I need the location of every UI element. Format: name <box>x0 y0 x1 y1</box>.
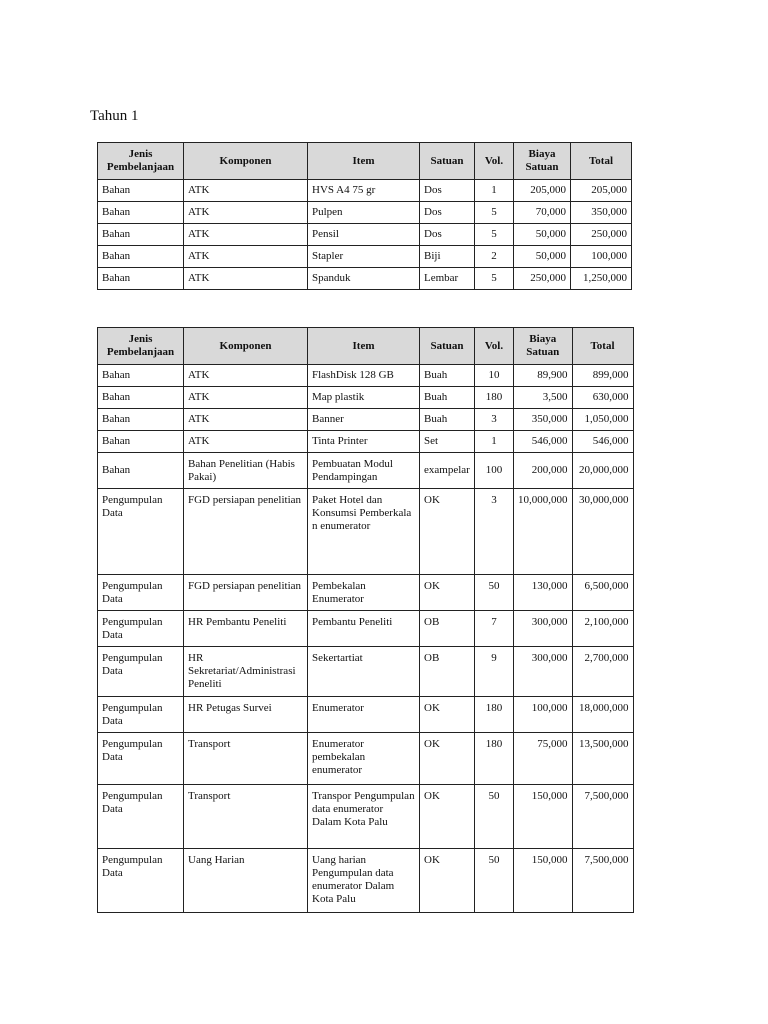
header-item: Item <box>308 328 420 365</box>
header-vol: Vol. <box>475 328 514 365</box>
cell-komponen: Transport <box>184 785 308 849</box>
cell-total: 7,500,000 <box>572 785 633 849</box>
cell-total: 30,000,000 <box>572 489 633 575</box>
cell-biaya-satuan: 250,000 <box>514 268 571 290</box>
table-row <box>98 733 634 785</box>
cell-biaya-satuan: 150,000 <box>514 849 573 913</box>
cell-item: Tinta Printer <box>308 431 420 453</box>
cell-biaya-satuan: 50,000 <box>514 224 571 246</box>
cell-komponen: ATK <box>184 180 308 202</box>
cell-total: 1,050,000 <box>572 409 633 431</box>
cell-komponen: HR Petugas Survei <box>184 697 308 733</box>
header-vol: Vol. <box>475 143 514 180</box>
table-row <box>98 202 632 224</box>
cell-komponen: ATK <box>184 202 308 224</box>
cell-item: HVS A4 75 gr <box>308 180 420 202</box>
table-header-row <box>98 328 634 365</box>
cell-jenis: Bahan <box>98 224 184 246</box>
cell-komponen: Bahan Penelitian (Habis Pakai) <box>184 453 308 489</box>
cell-item: Paket Hotel dan Konsumsi Pemberkala n enumerator <box>308 489 420 575</box>
cell-vol: 1 <box>475 180 514 202</box>
cell-komponen: HR Sekretariat/Administrasi Peneliti <box>184 647 308 697</box>
cell-biaya-satuan: 150,000 <box>514 785 573 849</box>
cell-komponen: HR Pembantu Peneliti <box>184 611 308 647</box>
cell-item: Map plastik <box>308 387 420 409</box>
cell-vol: 5 <box>475 268 514 290</box>
cell-item: Pembuatan Modul Pendampingan <box>308 453 420 489</box>
cell-item: Stapler <box>308 246 420 268</box>
header-satuan: Satuan <box>420 143 475 180</box>
header-satuan: Satuan <box>420 328 475 365</box>
page-title: Tahun 1 <box>90 108 139 124</box>
cell-item: Pulpen <box>308 202 420 224</box>
cell-komponen: FGD persiapan penelitian <box>184 489 308 575</box>
table-row <box>98 575 634 611</box>
cell-jenis: Bahan <box>98 180 184 202</box>
cell-jenis: Pengumpulan Data <box>98 575 184 611</box>
header-jenis: Jenis Pembelanjaan <box>98 328 184 365</box>
table-row <box>98 224 632 246</box>
table-row <box>98 246 632 268</box>
cell-jenis: Pengumpulan Data <box>98 647 184 697</box>
cell-jenis: Bahan <box>98 365 184 387</box>
cell-total: 2,100,000 <box>572 611 633 647</box>
header-jenis: Jenis Pembelanjaan <box>98 143 184 180</box>
cell-jenis: Pengumpulan Data <box>98 611 184 647</box>
cell-vol: 9 <box>475 647 514 697</box>
cell-item: Pensil <box>308 224 420 246</box>
cell-biaya-satuan: 205,000 <box>514 180 571 202</box>
table-row <box>98 849 634 913</box>
cell-komponen: ATK <box>184 268 308 290</box>
cell-total: 250,000 <box>571 224 632 246</box>
cell-biaya-satuan: 546,000 <box>514 431 573 453</box>
cell-item: Transpor Pengumpulan data enumerator Dalam Kota Palu <box>308 785 420 849</box>
cell-total: 18,000,000 <box>572 697 633 733</box>
cell-jenis: Bahan <box>98 453 184 489</box>
cell-satuan: OK <box>420 575 475 611</box>
cell-item: Enumerator pembekalan enumerator <box>308 733 420 785</box>
cell-satuan: Lembar <box>420 268 475 290</box>
cell-komponen: ATK <box>184 431 308 453</box>
cell-item: Uang harian Pengumpulan data enumerator Dalam Kota Palu <box>308 849 420 913</box>
cell-vol: 180 <box>475 697 514 733</box>
cell-satuan: Dos <box>420 224 475 246</box>
cell-komponen: ATK <box>184 365 308 387</box>
cell-vol: 180 <box>475 387 514 409</box>
table-row <box>98 489 634 575</box>
header-komponen: Komponen <box>184 328 308 365</box>
cell-total: 205,000 <box>571 180 632 202</box>
cell-vol: 7 <box>475 611 514 647</box>
cell-total: 2,700,000 <box>572 647 633 697</box>
cell-komponen: Uang Harian <box>184 849 308 913</box>
cell-satuan: Dos <box>420 202 475 224</box>
cell-biaya-satuan: 130,000 <box>514 575 573 611</box>
cell-jenis: Pengumpulan Data <box>98 697 184 733</box>
cell-item: Banner <box>308 409 420 431</box>
cell-satuan: OK <box>420 849 475 913</box>
cell-total: 1,250,000 <box>571 268 632 290</box>
cell-satuan: Buah <box>420 387 475 409</box>
cell-item: Pembekalan Enumerator <box>308 575 420 611</box>
cell-total: 630,000 <box>572 387 633 409</box>
cell-satuan: OK <box>420 697 475 733</box>
cell-item: FlashDisk 128 GB <box>308 365 420 387</box>
budget-table-2 <box>97 327 634 913</box>
cell-item: Enumerator <box>308 697 420 733</box>
table-row <box>98 268 632 290</box>
cell-jenis: Bahan <box>98 268 184 290</box>
cell-satuan: Biji <box>420 246 475 268</box>
table-row <box>98 431 634 453</box>
cell-satuan: OK <box>420 785 475 849</box>
cell-biaya-satuan: 89,900 <box>514 365 573 387</box>
cell-total: 20,000,000 <box>572 453 633 489</box>
cell-jenis: Pengumpulan Data <box>98 489 184 575</box>
cell-vol: 2 <box>475 246 514 268</box>
cell-total: 100,000 <box>571 246 632 268</box>
cell-komponen: Transport <box>184 733 308 785</box>
table-row <box>98 697 634 733</box>
cell-jenis: Pengumpulan Data <box>98 733 184 785</box>
cell-satuan: Buah <box>420 409 475 431</box>
cell-vol: 10 <box>475 365 514 387</box>
header-total: Total <box>571 143 632 180</box>
cell-total: 350,000 <box>571 202 632 224</box>
cell-biaya-satuan: 75,000 <box>514 733 573 785</box>
cell-jenis: Bahan <box>98 409 184 431</box>
cell-satuan: OB <box>420 611 475 647</box>
cell-satuan: OK <box>420 733 475 785</box>
cell-biaya-satuan: 70,000 <box>514 202 571 224</box>
table-row <box>98 785 634 849</box>
cell-item: Sekertartiat <box>308 647 420 697</box>
cell-vol: 3 <box>475 489 514 575</box>
cell-item: Spanduk <box>308 268 420 290</box>
cell-komponen: FGD persiapan penelitian <box>184 575 308 611</box>
header-komponen: Komponen <box>184 143 308 180</box>
cell-vol: 50 <box>475 849 514 913</box>
cell-jenis: Bahan <box>98 202 184 224</box>
cell-komponen: ATK <box>184 246 308 268</box>
table-row <box>98 387 634 409</box>
cell-satuan: exampelar <box>420 453 475 489</box>
header-biaya-satuan: Biaya Satuan <box>514 143 571 180</box>
cell-biaya-satuan: 3,500 <box>514 387 573 409</box>
cell-biaya-satuan: 100,000 <box>514 697 573 733</box>
header-biaya-satuan: Biaya Satuan <box>514 328 573 365</box>
cell-satuan: Buah <box>420 365 475 387</box>
table-row <box>98 611 634 647</box>
header-total: Total <box>572 328 633 365</box>
table-row <box>98 365 634 387</box>
cell-satuan: OK <box>420 489 475 575</box>
cell-jenis: Bahan <box>98 387 184 409</box>
cell-jenis: Bahan <box>98 246 184 268</box>
cell-total: 13,500,000 <box>572 733 633 785</box>
table-row <box>98 647 634 697</box>
cell-vol: 180 <box>475 733 514 785</box>
cell-komponen: ATK <box>184 409 308 431</box>
cell-total: 6,500,000 <box>572 575 633 611</box>
table-row <box>98 180 632 202</box>
cell-total: 7,500,000 <box>572 849 633 913</box>
cell-jenis: Bahan <box>98 431 184 453</box>
cell-vol: 5 <box>475 202 514 224</box>
cell-biaya-satuan: 50,000 <box>514 246 571 268</box>
cell-biaya-satuan: 300,000 <box>514 647 573 697</box>
cell-vol: 50 <box>475 785 514 849</box>
cell-item: Pembantu Peneliti <box>308 611 420 647</box>
cell-komponen: ATK <box>184 224 308 246</box>
cell-biaya-satuan: 300,000 <box>514 611 573 647</box>
cell-satuan: OB <box>420 647 475 697</box>
cell-vol: 5 <box>475 224 514 246</box>
header-item: Item <box>308 143 420 180</box>
table-header-row <box>98 143 632 180</box>
cell-satuan: Set <box>420 431 475 453</box>
cell-biaya-satuan: 10,000,000 <box>514 489 573 575</box>
cell-vol: 3 <box>475 409 514 431</box>
cell-vol: 50 <box>475 575 514 611</box>
cell-biaya-satuan: 350,000 <box>514 409 573 431</box>
cell-total: 899,000 <box>572 365 633 387</box>
budget-table-1 <box>97 142 632 290</box>
cell-vol: 100 <box>475 453 514 489</box>
cell-total: 546,000 <box>572 431 633 453</box>
cell-jenis: Pengumpulan Data <box>98 785 184 849</box>
cell-biaya-satuan: 200,000 <box>514 453 573 489</box>
table-row <box>98 409 634 431</box>
table-row <box>98 453 634 489</box>
cell-satuan: Dos <box>420 180 475 202</box>
cell-komponen: ATK <box>184 387 308 409</box>
cell-jenis: Pengumpulan Data <box>98 849 184 913</box>
cell-vol: 1 <box>475 431 514 453</box>
